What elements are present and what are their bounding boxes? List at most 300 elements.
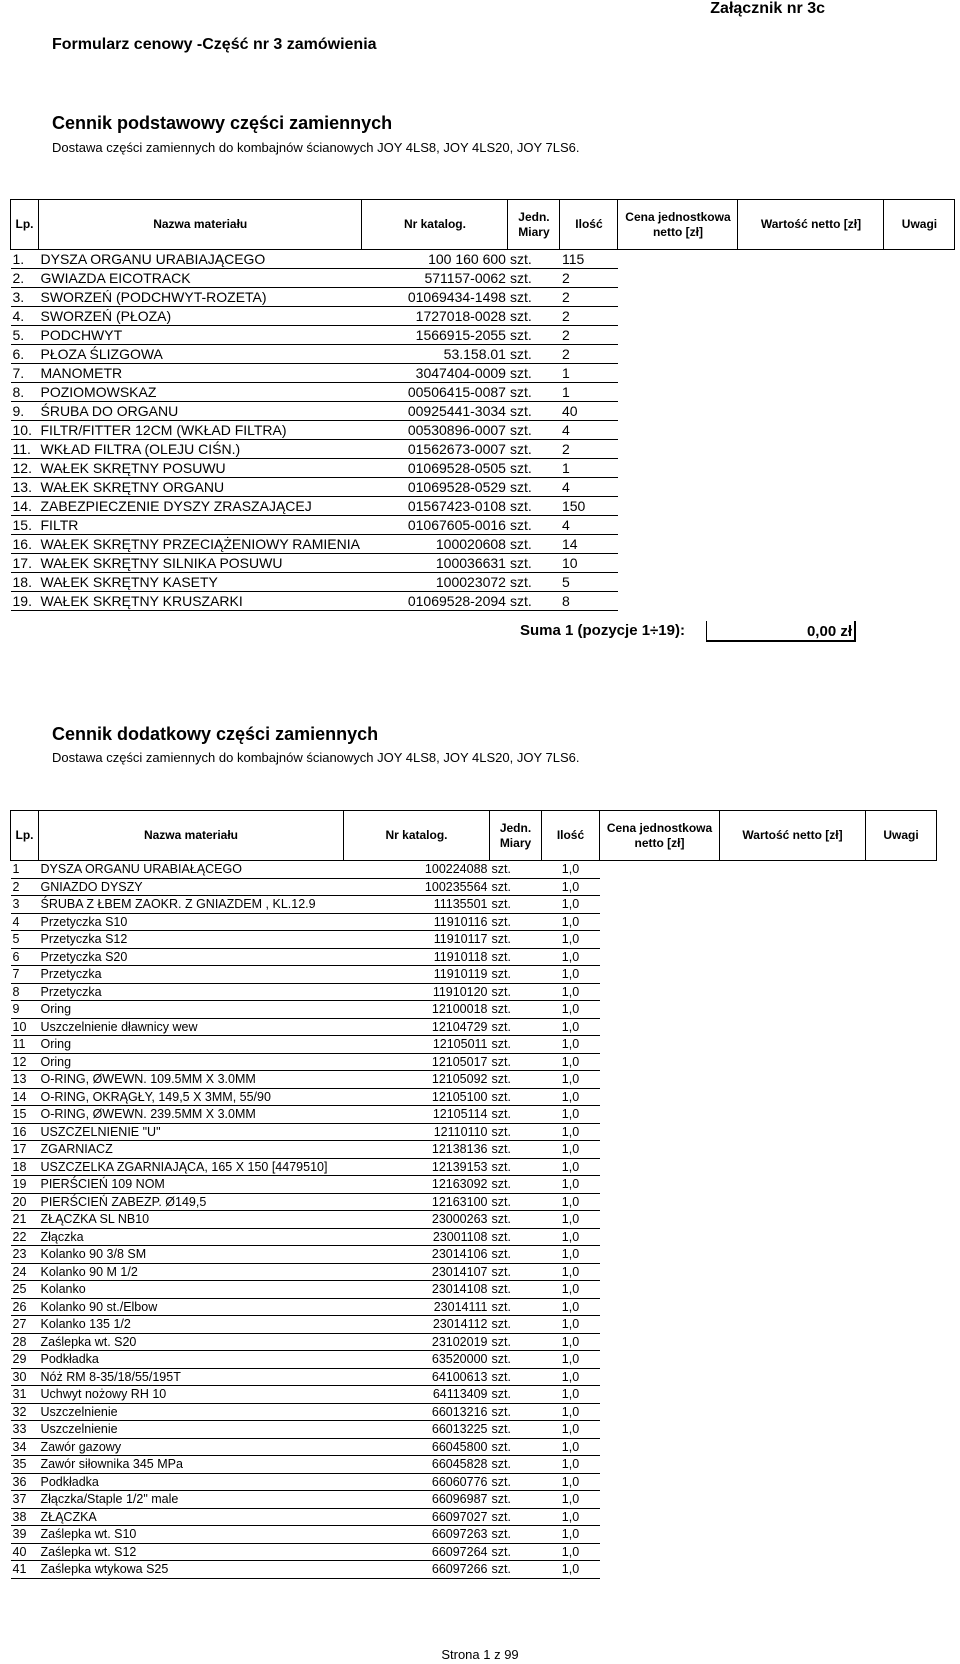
- row-lp: 38: [11, 1508, 39, 1526]
- row-name: Przetyczka S10: [39, 913, 344, 931]
- row-value: [720, 896, 866, 914]
- row-lp: 32: [11, 1403, 39, 1421]
- row-name: PODCHWYT: [39, 326, 362, 345]
- row-unit: szt.: [508, 478, 560, 497]
- row-qty: 1,0: [542, 1456, 600, 1474]
- row-qty: 2: [560, 326, 618, 345]
- row-value: [738, 345, 884, 364]
- row-catalog: 11910120: [344, 983, 490, 1001]
- row-value: [720, 1543, 866, 1561]
- table-row: [11, 1351, 937, 1369]
- col-qty: Ilość: [542, 811, 600, 861]
- row-value: [720, 1403, 866, 1421]
- row-qty: 1,0: [542, 1543, 600, 1561]
- row-price: [618, 592, 738, 611]
- table-row: [11, 402, 955, 421]
- row-catalog: 66096987: [344, 1491, 490, 1509]
- row-unit: szt.: [490, 1491, 542, 1509]
- col-value: Wartość netto [zł]: [720, 811, 866, 861]
- table-row: [11, 478, 955, 497]
- row-lp: 5.: [11, 326, 39, 345]
- table-row: [11, 1071, 937, 1089]
- row-qty: 1,0: [542, 1211, 600, 1229]
- row-value: [720, 1438, 866, 1456]
- row-notes: [866, 913, 937, 931]
- table-row: [11, 554, 955, 573]
- row-qty: 1: [560, 459, 618, 478]
- row-lp: 27: [11, 1316, 39, 1334]
- col-name: Nazwa materiału: [39, 200, 362, 250]
- row-value: [720, 1053, 866, 1071]
- table-row: [11, 1176, 937, 1194]
- row-unit: szt.: [490, 966, 542, 984]
- table-row: [11, 516, 955, 535]
- row-notes: [866, 896, 937, 914]
- row-catalog: 1727018-0028: [362, 307, 508, 326]
- row-price: [600, 1071, 720, 1089]
- table-row: [11, 1281, 937, 1299]
- row-lp: 33: [11, 1421, 39, 1439]
- row-price: [600, 1193, 720, 1211]
- table-row: [11, 1141, 937, 1159]
- row-name: SWORZEŃ (PŁOZA): [39, 307, 362, 326]
- row-name: GWIAZDA EICOTRACK: [39, 269, 362, 288]
- row-lp: 35: [11, 1456, 39, 1474]
- row-price: [600, 931, 720, 949]
- row-qty: 1,0: [542, 1526, 600, 1544]
- row-notes: [866, 1316, 937, 1334]
- row-price: [618, 440, 738, 459]
- row-catalog: 100224088: [344, 861, 490, 879]
- row-value: [738, 440, 884, 459]
- row-notes: [866, 1281, 937, 1299]
- row-price: [618, 478, 738, 497]
- row-name: Oring: [39, 1053, 344, 1071]
- row-catalog: 11910117: [344, 931, 490, 949]
- row-name: Zaślepka wt. S12: [39, 1543, 344, 1561]
- row-catalog: 23014112: [344, 1316, 490, 1334]
- row-unit: szt.: [508, 573, 560, 592]
- sum-label: Suma 1 (pozycje 1÷19):: [520, 622, 685, 639]
- row-value: [720, 1246, 866, 1264]
- row-price: [600, 1473, 720, 1491]
- table-row: [11, 913, 937, 931]
- row-unit: szt.: [490, 1263, 542, 1281]
- row-value: [720, 1351, 866, 1369]
- row-notes: [866, 1403, 937, 1421]
- row-qty: 1,0: [542, 1561, 600, 1579]
- row-lp: 21: [11, 1211, 39, 1229]
- row-value: [720, 1316, 866, 1334]
- row-notes: [884, 535, 955, 554]
- row-notes: [866, 931, 937, 949]
- table-row: [11, 573, 955, 592]
- row-unit: szt.: [490, 913, 542, 931]
- row-notes: [866, 1141, 937, 1159]
- row-price: [600, 1141, 720, 1159]
- row-lp: 17: [11, 1141, 39, 1159]
- row-unit: szt.: [490, 878, 542, 896]
- row-notes: [866, 1473, 937, 1491]
- row-notes: [866, 948, 937, 966]
- row-lp: 4: [11, 913, 39, 931]
- table-row: [11, 1526, 937, 1544]
- form-title: Formularz cenowy -Część nr 3 zamówienia: [52, 36, 377, 53]
- row-value: [738, 592, 884, 611]
- row-value: [720, 1491, 866, 1509]
- basic-section-subtitle: Dostawa części zamiennych do kombajnów ścianowych JOY 4LS8, JOY 4LS20, JOY 7LS6.: [52, 140, 580, 155]
- row-value: [720, 1281, 866, 1299]
- row-lp: 31: [11, 1386, 39, 1404]
- row-price: [600, 1298, 720, 1316]
- row-unit: szt.: [490, 1456, 542, 1474]
- row-catalog: 01069434-1498: [362, 288, 508, 307]
- row-catalog: 23014106: [344, 1246, 490, 1264]
- row-lp: 30: [11, 1368, 39, 1386]
- row-catalog: 12105114: [344, 1106, 490, 1124]
- row-qty: 1,0: [542, 1001, 600, 1019]
- row-notes: [866, 1001, 937, 1019]
- row-price: [600, 861, 720, 879]
- row-unit: szt.: [490, 1526, 542, 1544]
- row-value: [720, 1561, 866, 1579]
- row-name: PIERŚCIEŃ ZABEZP. Ø149,5: [39, 1193, 344, 1211]
- row-lp: 41: [11, 1561, 39, 1579]
- row-name: ZŁĄCZKA SL NB10: [39, 1211, 344, 1229]
- row-catalog: 12104729: [344, 1018, 490, 1036]
- row-name: Uszczelnienie: [39, 1421, 344, 1439]
- row-catalog: 23014107: [344, 1263, 490, 1281]
- row-lp: 13: [11, 1071, 39, 1089]
- row-price: [618, 497, 738, 516]
- row-notes: [866, 1263, 937, 1281]
- row-name: Przetyczka: [39, 966, 344, 984]
- row-value: [738, 250, 884, 269]
- row-notes: [866, 1211, 937, 1229]
- row-name: WAŁEK SKRĘTNY PRZECIĄŻENIOWY RAMIENIA: [40, 536, 360, 552]
- table-row: [11, 948, 937, 966]
- row-notes: [866, 1491, 937, 1509]
- row-price: [600, 1053, 720, 1071]
- row-price: [600, 948, 720, 966]
- row-unit: szt.: [490, 1543, 542, 1561]
- row-notes: [884, 554, 955, 573]
- row-name: Uchwyt nożowy RH 10: [39, 1386, 344, 1404]
- row-lp: 24: [11, 1263, 39, 1281]
- row-price: [600, 1036, 720, 1054]
- row-qty: 1,0: [542, 1106, 600, 1124]
- row-unit: szt.: [490, 948, 542, 966]
- row-value: [720, 1158, 866, 1176]
- col-qty: Ilość: [560, 200, 618, 250]
- row-catalog: 1566915-2055: [362, 326, 508, 345]
- row-catalog: 12138136: [344, 1141, 490, 1159]
- table-row: [11, 896, 937, 914]
- row-notes: [884, 440, 955, 459]
- row-catalog: 23102019: [344, 1333, 490, 1351]
- row-catalog: 23001108: [344, 1228, 490, 1246]
- row-price: [618, 554, 738, 573]
- row-catalog: 00925441-3034: [362, 402, 508, 421]
- row-lp: 8: [11, 983, 39, 1001]
- row-qty: 1,0: [542, 1508, 600, 1526]
- row-qty: 1,0: [542, 948, 600, 966]
- row-price: [600, 1491, 720, 1509]
- row-lp: 22: [11, 1228, 39, 1246]
- row-catalog: 63520000: [344, 1351, 490, 1369]
- row-value: [720, 1088, 866, 1106]
- row-qty: 2: [560, 288, 618, 307]
- row-catalog: 01069528-0529: [362, 478, 508, 497]
- row-qty: 1,0: [542, 1018, 600, 1036]
- row-unit: szt.: [508, 307, 560, 326]
- row-value: [738, 307, 884, 326]
- row-lp: 5: [11, 931, 39, 949]
- row-price: [600, 1403, 720, 1421]
- row-catalog: 100023072: [362, 573, 508, 592]
- row-unit: szt.: [490, 1106, 542, 1124]
- table-row: [11, 1263, 937, 1281]
- row-qty: 2: [560, 269, 618, 288]
- row-name: GNIAZDO DYSZY: [39, 878, 344, 896]
- row-notes: [866, 1018, 937, 1036]
- row-lp: 18: [11, 1158, 39, 1176]
- row-lp: 37: [11, 1491, 39, 1509]
- row-price: [600, 1421, 720, 1439]
- row-name: Złączka: [39, 1228, 344, 1246]
- row-name: USZCZELNIENIE "U": [39, 1123, 344, 1141]
- row-unit: szt.: [490, 1001, 542, 1019]
- row-qty: 2: [560, 345, 618, 364]
- row-name: PIERŚCIEŃ 109 NOM: [39, 1176, 344, 1194]
- row-notes: [866, 1508, 937, 1526]
- row-lp: 11: [11, 1036, 39, 1054]
- row-notes: [866, 1438, 937, 1456]
- row-value: [720, 1368, 866, 1386]
- row-notes: [866, 1368, 937, 1386]
- row-price: [600, 1088, 720, 1106]
- row-value: [720, 1071, 866, 1089]
- row-lp: 1.: [11, 250, 39, 269]
- row-qty: 4: [560, 516, 618, 535]
- row-catalog: 00530896-0007: [362, 421, 508, 440]
- row-price: [600, 1438, 720, 1456]
- row-value: [720, 1228, 866, 1246]
- row-value: [720, 1018, 866, 1036]
- row-catalog: 12163100: [344, 1193, 490, 1211]
- row-notes: [884, 250, 955, 269]
- row-notes: [884, 383, 955, 402]
- table-row: [11, 931, 937, 949]
- row-qty: 1,0: [542, 1141, 600, 1159]
- row-name: ŚRUBA DO ORGANU: [39, 402, 362, 421]
- row-unit: szt.: [490, 1088, 542, 1106]
- table-row: [11, 1193, 937, 1211]
- row-qty: 4: [560, 478, 618, 497]
- row-value: [738, 326, 884, 345]
- row-catalog: 11910116: [344, 913, 490, 931]
- table-row: [11, 1228, 937, 1246]
- row-lp: 12.: [11, 459, 39, 478]
- row-qty: 1,0: [542, 1421, 600, 1439]
- row-notes: [866, 878, 937, 896]
- row-value: [720, 878, 866, 896]
- row-value: [738, 516, 884, 535]
- row-name: DYSZA ORGANU URABIAJĄCEGO: [39, 250, 362, 269]
- row-lp: 34: [11, 1438, 39, 1456]
- table-row: [11, 288, 955, 307]
- table-row: [11, 1018, 937, 1036]
- row-name: Uszczelnienie: [39, 1403, 344, 1421]
- row-price: [600, 1526, 720, 1544]
- row-value: [720, 1386, 866, 1404]
- row-qty: 1,0: [542, 1071, 600, 1089]
- row-qty: 1,0: [542, 1088, 600, 1106]
- row-value: [720, 1036, 866, 1054]
- row-lp: 39: [11, 1526, 39, 1544]
- row-value: [720, 1001, 866, 1019]
- row-name: O-RING, ØWEWN. 239.5MM X 3.0MM: [39, 1106, 344, 1124]
- row-name: Podkładka: [39, 1351, 344, 1369]
- sum-value: 0,00 zł: [706, 621, 856, 642]
- row-name: Oring: [39, 1001, 344, 1019]
- row-name: PŁOZA ŚLIZGOWA: [39, 345, 362, 364]
- table-row: [11, 440, 955, 459]
- row-unit: szt.: [490, 1018, 542, 1036]
- row-value: [720, 1526, 866, 1544]
- row-price: [600, 1316, 720, 1334]
- row-qty: 1: [560, 383, 618, 402]
- row-unit: szt.: [490, 1193, 542, 1211]
- row-notes: [866, 1246, 937, 1264]
- row-value: [720, 1211, 866, 1229]
- row-notes: [884, 307, 955, 326]
- row-qty: 1,0: [542, 983, 600, 1001]
- row-notes: [866, 1193, 937, 1211]
- col-price: Cena jednostkowa netto [zł]: [618, 200, 738, 250]
- row-name: WAŁEK SKRĘTNY SILNIKA POSUWU: [39, 554, 362, 573]
- table-row: [11, 1298, 937, 1316]
- row-name: Kolanko 90 st./Elbow: [39, 1298, 344, 1316]
- col-notes: Uwagi: [884, 200, 955, 250]
- row-qty: 1,0: [542, 1316, 600, 1334]
- row-notes: [866, 1333, 937, 1351]
- table-row: [11, 307, 955, 326]
- row-name: ZABEZPIECZENIE DYSZY ZRASZAJĄCEJ: [39, 497, 362, 516]
- row-value: [720, 1123, 866, 1141]
- row-qty: 8: [560, 592, 618, 611]
- row-price: [600, 1123, 720, 1141]
- row-value: [720, 1106, 866, 1124]
- row-unit: szt.: [490, 1228, 542, 1246]
- extra-section-subtitle: Dostawa części zamiennych do kombajnów ścianowych JOY 4LS8, JOY 4LS20, JOY 7LS6.: [52, 750, 580, 765]
- row-notes: [884, 402, 955, 421]
- row-notes: [884, 497, 955, 516]
- row-price: [618, 459, 738, 478]
- row-lp: 19.: [11, 592, 39, 611]
- table-row: [11, 269, 955, 288]
- row-value: [720, 913, 866, 931]
- row-lp: 6.: [11, 345, 39, 364]
- row-value: [738, 269, 884, 288]
- col-name: Nazwa materiału: [39, 811, 344, 861]
- row-catalog: 01067605-0016: [362, 516, 508, 535]
- row-price: [618, 402, 738, 421]
- table-row: [11, 1403, 937, 1421]
- row-value: [720, 948, 866, 966]
- row-qty: 1,0: [542, 966, 600, 984]
- row-price: [600, 1246, 720, 1264]
- row-catalog: 23014108: [344, 1281, 490, 1299]
- row-notes: [866, 1123, 937, 1141]
- row-qty: 1,0: [542, 931, 600, 949]
- row-name: O-RING, ØWEWN. 109.5MM X 3.0MM: [39, 1071, 344, 1089]
- row-name: MANOMETR: [39, 364, 362, 383]
- row-lp: 17.: [11, 554, 39, 573]
- row-name: Przetyczka: [39, 983, 344, 1001]
- table-row: [11, 1438, 937, 1456]
- row-price: [600, 1333, 720, 1351]
- table-row: [11, 592, 955, 611]
- row-value: [738, 402, 884, 421]
- row-name: WAŁEK SKRĘTNY KASETY: [39, 573, 362, 592]
- row-name: Oring: [39, 1036, 344, 1054]
- row-value: [738, 421, 884, 440]
- row-price: [600, 1176, 720, 1194]
- table-row: [11, 1421, 937, 1439]
- row-unit: szt.: [490, 1561, 542, 1579]
- row-qty: 1,0: [542, 1368, 600, 1386]
- row-notes: [884, 326, 955, 345]
- row-unit: szt.: [490, 1473, 542, 1491]
- row-name: FILTR: [39, 516, 362, 535]
- row-notes: [884, 478, 955, 497]
- row-price: [618, 345, 738, 364]
- extra-table-header: [11, 811, 937, 861]
- row-price: [600, 1281, 720, 1299]
- row-name: ZŁĄCZKA: [39, 1508, 344, 1526]
- row-catalog: 66060776: [344, 1473, 490, 1491]
- row-lp: 14.: [11, 497, 39, 516]
- row-value: [720, 1176, 866, 1194]
- row-qty: 2: [560, 307, 618, 326]
- row-unit: szt.: [508, 250, 560, 269]
- row-catalog: 23000263: [344, 1211, 490, 1229]
- row-notes: [884, 364, 955, 383]
- row-value: [738, 459, 884, 478]
- table-row: [11, 1053, 937, 1071]
- row-lp: 3: [11, 896, 39, 914]
- row-qty: 5: [560, 573, 618, 592]
- row-price: [600, 1001, 720, 1019]
- row-lp: 11.: [11, 440, 39, 459]
- row-qty: 1,0: [542, 1053, 600, 1071]
- row-notes: [866, 1106, 937, 1124]
- row-notes: [866, 1456, 937, 1474]
- row-price: [600, 1018, 720, 1036]
- table-row: [11, 1036, 937, 1054]
- table-row: [11, 326, 955, 345]
- row-qty: 14: [560, 535, 618, 554]
- row-name: WAŁEK SKRĘTNY KRUSZARKI: [39, 592, 362, 611]
- row-catalog: 01069528-0505: [362, 459, 508, 478]
- row-price: [600, 1561, 720, 1579]
- row-notes: [866, 1036, 937, 1054]
- row-price: [600, 1386, 720, 1404]
- col-lp: Lp.: [11, 811, 39, 861]
- row-catalog: 12105017: [344, 1053, 490, 1071]
- row-name: ŚRUBA Z ŁBEM ZAOKR. Z GNIAZDEM , KL.12.9: [39, 896, 344, 914]
